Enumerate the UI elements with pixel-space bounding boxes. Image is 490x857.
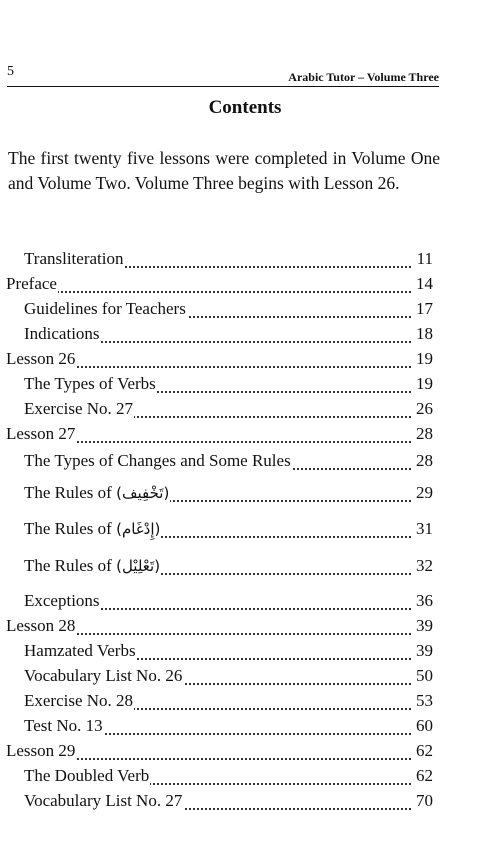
toc-entry-text: Test No. 13	[24, 716, 103, 735]
intro-paragraph: The first twenty five lessons were completed in Volume One and Volume Two. Volume Three begins with Lesson 26.	[8, 148, 440, 193]
toc-entry	[0, 271, 490, 297]
toc-entry-text: The Types of Changes and Some Rules	[24, 451, 291, 470]
toc-entry	[0, 448, 490, 474]
toc-entry	[0, 371, 490, 397]
toc-leader-dots	[6, 291, 411, 293]
toc-entry-page-number: 31	[416, 519, 433, 538]
toc-entry-label	[24, 638, 137, 664]
toc-entry-text: Indications	[24, 324, 100, 343]
toc-entry-label	[24, 296, 187, 322]
toc-entry-arabic-term: (إِدْغَام)	[116, 520, 161, 538]
page-header	[7, 64, 439, 87]
toc-entry-page-number: 14	[416, 274, 433, 293]
page-number: 5	[7, 64, 14, 79]
toc-entry-label	[24, 688, 134, 714]
toc-entry-arabic-term: (تَخْفِيف)	[116, 484, 170, 502]
toc-entry	[0, 480, 490, 506]
toc-entry-label	[24, 516, 161, 542]
toc-entry-label	[6, 346, 76, 372]
toc-entry-text: Lesson 28	[6, 616, 76, 635]
toc-entry	[0, 553, 490, 579]
toc-entry	[0, 516, 490, 542]
running-title: Arabic Tutor – Volume Three	[288, 70, 439, 84]
toc-entry-page-number: 19	[416, 374, 433, 393]
toc-entry	[0, 738, 490, 764]
toc-entry	[0, 346, 490, 372]
toc-entry-page-number: 11	[416, 249, 433, 268]
toc-entry-page-number: 32	[416, 556, 433, 575]
toc-entry-text: Lesson 26	[6, 349, 76, 368]
page-title: Contents	[208, 97, 282, 118]
toc-entry-label	[24, 553, 161, 579]
toc-entry-page-number: 39	[416, 616, 433, 635]
toc-entry-text: Hamzated Verbs	[24, 641, 136, 660]
toc-entry-page-number: 28	[416, 424, 433, 443]
toc-entry-page-number: 53	[416, 691, 433, 710]
toc-entry-text: Exceptions	[24, 591, 100, 610]
toc-entry-text: The Rules of	[24, 483, 112, 502]
toc-entry-page-number: 60	[416, 716, 433, 735]
toc-entry	[0, 421, 490, 447]
toc-entry-label	[6, 738, 76, 764]
toc-entry-page-number: 62	[416, 741, 433, 760]
toc-entry-text: The Rules of	[24, 556, 112, 575]
toc-entry-label	[24, 588, 101, 614]
toc-entry	[0, 688, 490, 714]
toc-entry-page-number: 50	[416, 666, 433, 685]
toc-entry-page-number: 29	[416, 483, 433, 502]
toc-entry-page-number: 70	[416, 791, 433, 810]
toc-entry	[0, 396, 490, 422]
toc-entry	[0, 663, 490, 689]
toc-entry	[0, 788, 490, 814]
toc-entry	[0, 246, 490, 272]
toc-entry-label	[6, 271, 58, 297]
toc-entry-text: Lesson 27	[6, 424, 76, 443]
toc-entry-label	[24, 480, 170, 506]
toc-entry-label	[24, 713, 104, 739]
toc-entry	[0, 588, 490, 614]
toc-entry-text: Vocabulary List No. 26	[24, 666, 183, 685]
toc-entry-text: Preface	[6, 274, 57, 293]
toc-entry-label	[24, 663, 183, 689]
toc-entry-label	[24, 763, 150, 789]
toc-entry-page-number: 17	[416, 299, 433, 318]
toc-entry-text: The Types of Verbs	[24, 374, 156, 393]
toc-entry-page-number: 26	[416, 399, 433, 418]
toc-entry	[0, 638, 490, 664]
toc-entry-text: Vocabulary List No. 27	[24, 791, 183, 810]
toc-entry-arabic-term: (تَعْلِيْل)	[116, 557, 161, 575]
toc-entry-text: Transliteration	[24, 249, 124, 268]
toc-entry	[0, 321, 490, 347]
toc-entry-text: The Doubled Verb	[24, 766, 150, 785]
toc-entry-page-number: 28	[416, 451, 433, 470]
toc-entry-label	[24, 371, 157, 397]
toc-entry-text: The Rules of	[24, 519, 112, 538]
toc-entry	[0, 763, 490, 789]
toc-entry	[0, 296, 490, 322]
toc-entry-text: Exercise No. 28	[24, 691, 134, 710]
toc-entry-text: Lesson 29	[6, 741, 76, 760]
toc-entry	[0, 613, 490, 639]
toc-entry-text: Exercise No. 27	[24, 399, 134, 418]
toc-entry-label	[24, 788, 183, 814]
toc-entry-page-number: 19	[416, 349, 433, 368]
toc-entry-text: Guidelines for Teachers	[24, 299, 186, 318]
toc-entry-label	[24, 396, 134, 422]
toc-entry-label	[6, 421, 76, 447]
toc-entry-page-number: 62	[416, 766, 433, 785]
toc-entry-label	[24, 321, 101, 347]
toc-entry-label	[24, 246, 124, 272]
toc-entry	[0, 713, 490, 739]
toc-entry-page-number: 18	[416, 324, 433, 343]
toc-entry-label	[24, 448, 292, 474]
toc-entry-page-number: 39	[416, 641, 433, 660]
toc-entry-label	[6, 613, 76, 639]
toc-entry-page-number: 36	[416, 591, 433, 610]
